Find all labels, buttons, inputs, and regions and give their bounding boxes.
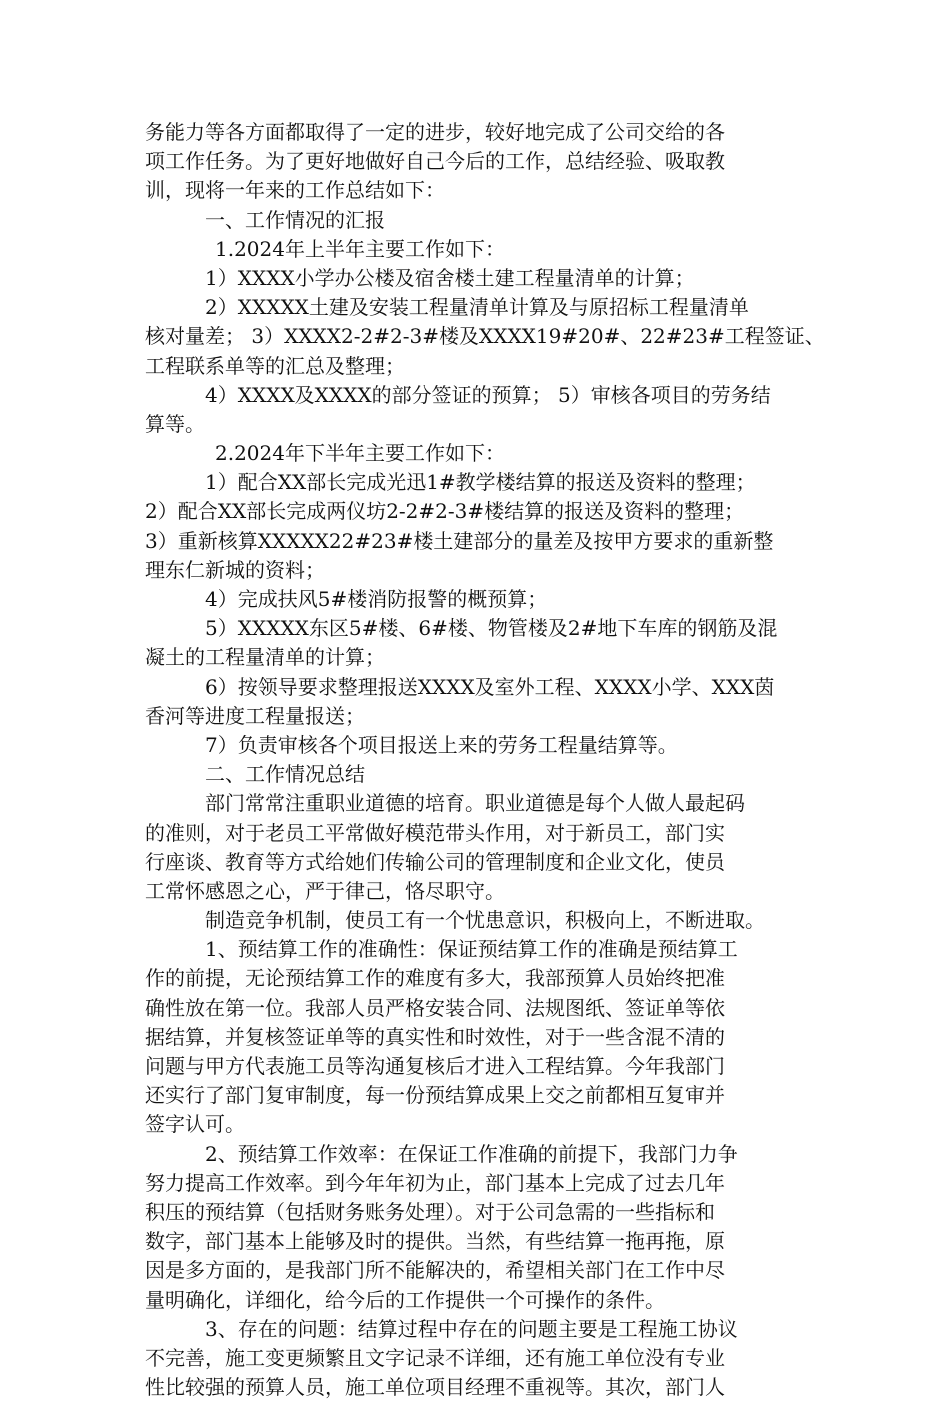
text-line: 性比较强的预算人员，施工单位项目经理不重视等。其次，部门人 xyxy=(145,1375,725,1400)
text-line: 行座谈、教育等方式给她们传输公司的管理制度和企业文化，使员 xyxy=(145,849,725,874)
subsection-heading: 2.2024年下半年主要工作如下： xyxy=(215,441,505,466)
document-body xyxy=(145,118,825,1402)
text-line: 问题与甲方代表施工员等沟通复核后才进入工程结算。今年我部门 xyxy=(145,1054,725,1078)
text-line: 签字认可。 xyxy=(145,1112,245,1137)
text-line: 1）配合XX部长完成光迅1#教学楼结算的报送及资料的整理； xyxy=(205,470,756,495)
text-line: 算等。 xyxy=(145,411,205,436)
subsection-heading: 1.2024年上半年主要工作如下： xyxy=(215,236,505,261)
text-line: 香河等进度工程量报送； xyxy=(145,703,365,728)
text-line: 部门常常注重职业道德的培育。职业道德是每个人做人最起码 xyxy=(205,791,745,816)
text-line: 2）XXXXX土建及安装工程量清单计算及与原招标工程量清单 xyxy=(205,295,749,320)
text-line: 2）配合XX部长完成两仪坊2-2#2-3#楼结算的报送及资料的整理； xyxy=(145,499,745,524)
text-line: 1）XXXX小学办公楼及宿舍楼土建工程量清单的计算； xyxy=(205,265,695,290)
text-line: 不完善，施工变更频繁且文字记录不详细，还有施工单位没有专业 xyxy=(145,1345,725,1370)
text-line: 工常怀感恩之心，严于律己，恪尽职守。 xyxy=(145,878,505,903)
text-line: 核对量差； 3）XXXX2-2#2-3#楼及XXXX19#20#、22#23#工程签证、 xyxy=(145,324,825,349)
text-line: 2、预结算工作效率：在保证工作准确的前提下，我部门力争 xyxy=(205,1141,738,1166)
text-line: 数字，部门基本上能够及时的提供。当然，有些结算一拖再拖，原 xyxy=(145,1229,725,1254)
text-line: 3）重新核算XXXXX22#23#楼土建部分的量差及按甲方要求的重新整 xyxy=(145,528,774,553)
text-line: 作的前提，无论预结算工作的难度有多大，我部预算人员始终把准 xyxy=(145,966,725,991)
text-line: 4）完成扶风5#楼消防报警的概预算； xyxy=(205,587,548,611)
section-heading: 一、工作情况的汇报 xyxy=(205,207,385,232)
text-line: 努力提高工作效率。到今年年初为止，部门基本上完成了过去几年 xyxy=(145,1170,725,1195)
text-line: 3、存在的问题：结算过程中存在的问题主要是工程施工协议 xyxy=(205,1316,738,1341)
text-line: 4）XXXX及XXXX的部分签证的预算； 5）审核各项目的劳务结 xyxy=(205,382,771,407)
text-line: 因是多方面的，是我部门所不能解决的，希望相关部门在工作中尽 xyxy=(145,1258,725,1283)
text-line: 据结算，并复核签证单等的真实性和时效性，对于一些含混不清的 xyxy=(145,1024,725,1049)
text-line: 务能力等各方面都取得了一定的进步，较好地完成了公司交给的各 xyxy=(145,120,725,144)
text-line: 还实行了部门复审制度，每一份预结算成果上交之前都相互复审并 xyxy=(145,1083,725,1108)
text-line: 积压的预结算（包括财务账务处理）。对于公司急需的一些指标和 xyxy=(145,1199,715,1224)
text-line: 制造竞争机制，使员工有一个忧患意识，积极向上，不断进取。 xyxy=(205,908,765,933)
text-line: 1、预结算工作的准确性：保证预结算工作的准确是预结算工 xyxy=(205,937,738,962)
text-line: 7）负责审核各个项目报送上来的劳务工程量结算等。 xyxy=(205,732,678,757)
section-heading: 二、工作情况总结 xyxy=(205,762,365,787)
text-line: 6）按领导要求整理报送XXXX及室外工程、XXXX小学、XXX茵 xyxy=(205,674,775,699)
text-line: 5）XXXXX东区5#楼、6#楼、物管楼及2#地下车库的钢筋及混 xyxy=(205,616,778,641)
text-line: 的准则，对于老员工平常做好模范带头作用，对于新员工，部门实 xyxy=(145,820,725,845)
text-line: 确性放在第一位。我部人员严格安装合同、法规图纸、签证单等依 xyxy=(145,995,725,1020)
text-line: 量明确化，详细化，给今后的工作提供一个可操作的条件。 xyxy=(145,1287,665,1312)
text-line: 项工作任务。为了更好地做好自己今后的工作，总结经验、吸取教 xyxy=(145,149,725,174)
text-line: 凝土的工程量清单的计算； xyxy=(145,645,385,670)
text-line: 工程联系单等的汇总及整理； xyxy=(145,353,405,378)
text-line: 理东仁新城的资料； xyxy=(145,557,325,582)
text-line: 训，现将一年来的工作总结如下： xyxy=(145,178,445,203)
